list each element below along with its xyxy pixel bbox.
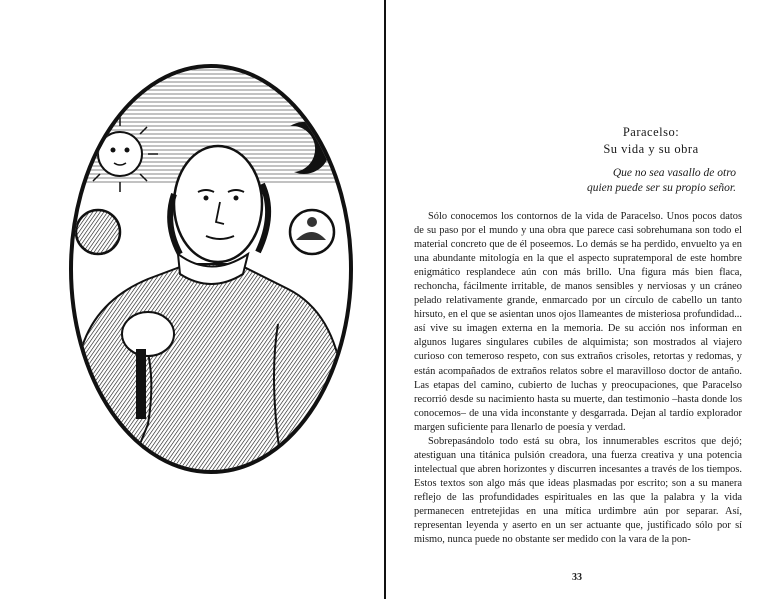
paragraph-1: Sólo conocemos los contornos de la vida de Paracelso. Unos pocos datos de su paso por el mundo y una obra que parece casi sobrehumana son todo el material concreto que de él poseemos. Lo demás se ha perdido, envuelto ya en una abundante mitología en la que el aspecto supratemporal de este hombre enigmático resplandece aún con más brillo. Una figura más bien flaca, rechoncha, fácilmente irritable, de manos sensibles y nerviosas y un cráneo pelado relativamente grande, enmarcado por un círculo de cabello un tanto hirsuto, en el que se asientan unos ojos llameantes de misteriosa profundidad... así vive su imagen externa en la memoria. De su acción nos informan en algunos lugares singulares cubiles de alquimista; son mostrados al viajero curioso con temeroso respeto, con sus extraños crisoles, retortas y redomas, y están acompañados de extraños relatos sobre el maravilloso doctor de antaño. Las etapas del camino, cubierto de luchas y preocupaciones, que Paracelso recorrió desde su nacimiento hasta su muerte, dan testimonio –hasta donde los conocemos– de una vida inconstante y desgarrada. Dejan al tardío explorador margen suficiente para llenarlo de poesía y verdad. [414,211,742,433]
body-text [414,210,742,547]
paragraph-2: Sobrepasándolo todo está su obra, los innumerables escritos que dejó; atestiguan una titánica pulsión creadora, una fuerza creativa y una potencia intelectual que abren horizontes y discurren incesantes a través de los tiempos. Estos textos son algo más que ideas plasmadas por escrito; son a su manera reflejo de las profundidades espirituales en las que la palabra y la vida permanecen entretejidas en una mítica urdimbre aún por separar. Así, representan leyenda y aserto en un ser actuante que, justificado sólo por sí mismo, nunca puede no obstante ser medido con la vara de la pon- [414,435,742,546]
chapter-subtitle: Su vida y su obra [603,142,699,156]
paracelsus-portrait-engraving [68,64,354,474]
epigraph-line-1: Que no sea vasallo de otro [612,167,736,179]
right-page [386,0,768,599]
chapter-title: Paracelso: [622,125,680,139]
page-number: 33 [572,572,582,583]
epigraph-line-2: quien puede ser su propio señor. [586,182,736,194]
